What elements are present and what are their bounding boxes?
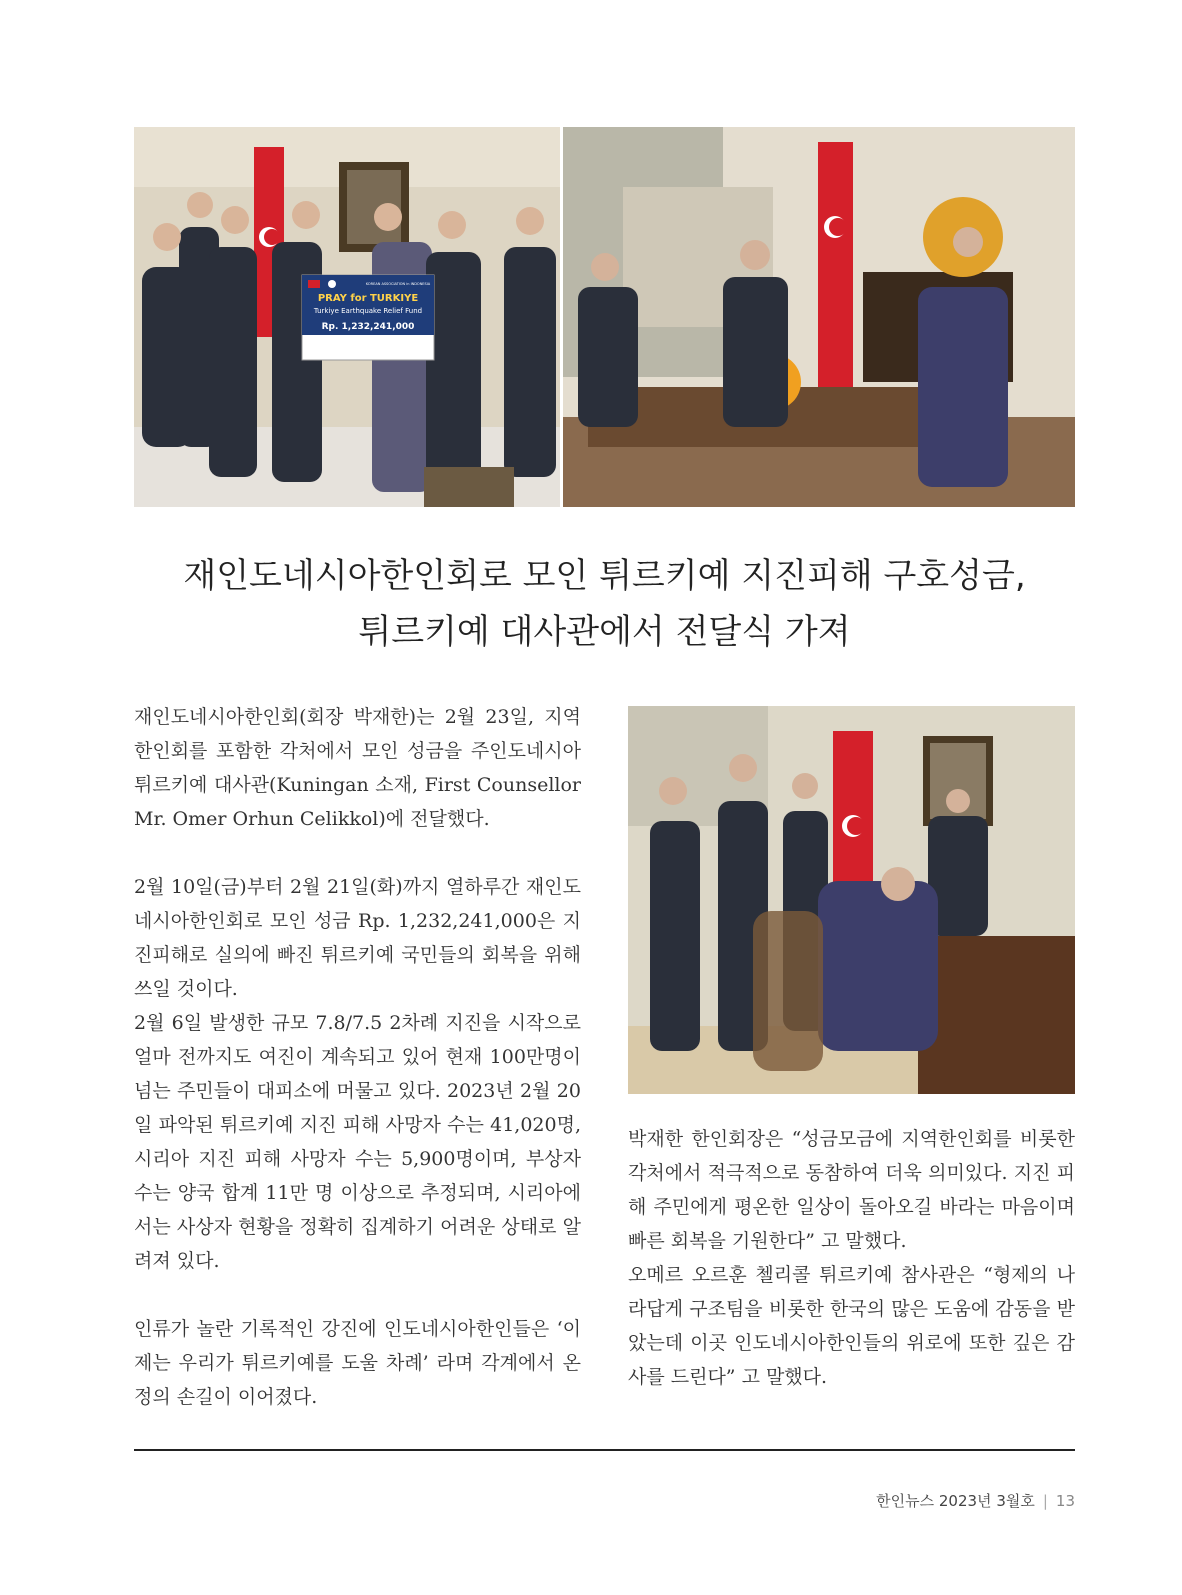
paragraph: 오메르 오르훈 첼리콜 튀르키예 참사관은 “형제의 나라답게 구조팀을 비롯한 한국의 많은 도움에 감동을 받았는데 이곳 인도네시아한인들의 위로에 또한 깊은 감사를 드린다” 고 말했다. <box>628 1264 1075 1388</box>
donation-banner <box>302 275 434 360</box>
page-number: 13 <box>1055 1492 1075 1510</box>
footer-divider <box>134 1449 1075 1451</box>
publication-name: 한인뉴스 2023년 3월호 <box>876 1492 1035 1510</box>
banner-amount-text: Rp. 1,232,241,000 <box>321 322 415 332</box>
photo-donation-ceremony-image <box>134 127 560 507</box>
article-headline <box>134 548 1075 660</box>
footer-separator: | <box>1042 1492 1048 1510</box>
turkish-flag <box>818 142 853 397</box>
paragraph: 2월 6일 발생한 규모 7.8/7.5 2차례 지진을 시작으로 얼마 전까지도 여진이 계속되고 있어 현재 100만명이 넘는 주민들이 대피소에 머물고 있다. 2023년 2월 20일 파악된 튀르키예 지진 피해 사망자 수는 41,020명, 시리아 지진 피해 사망자 수는 5,900명이며, 부상자 수는 양국 합계 11만 명 이상으로 추정되며, 시리아에서는 사상자 현황을 정확히 집계하기 어려운 상태로 알려져 있다. <box>134 1012 581 1272</box>
banner-title-text: PRAY for TURKIYE <box>317 293 419 304</box>
photo-guestbook-signing <box>628 706 1075 1094</box>
photo-embassy-meeting-image <box>563 127 1075 507</box>
article-column-left <box>134 700 581 1414</box>
photo-guestbook-signing-image <box>628 706 1075 1094</box>
paragraph: 재인도네시아한인회(회장 박재한)는 2월 23일, 지역한인회를 포함한 각처에서 모인 성금을 주인도네시아튀르키예 대사관(Kuningan 소재, First Counsellor Mr. Omer Orhun Celikkol)에 전달했다. <box>134 706 581 830</box>
headline-line-1: 재인도네시아한인회로 모인 튀르키예 지진피해 구호성금, <box>183 556 1026 596</box>
banner-subtitle-text: Turkiye Earthquake Relief Fund <box>313 307 423 315</box>
paragraph: 박재한 한인회장은 “성금모금에 지역한인회를 비롯한 각처에서 적극적으로 동참하여 더욱 의미있다. 지진 피해 주민에게 평온한 일상이 돌아오길 바라는 마음이며 빠른 회복을 기원한다” 고 말했다. <box>628 1128 1075 1252</box>
banner-org-text: KOREAN ASSOCIATION in INDONESIA <box>365 282 431 286</box>
paragraph: 2월 10일(금)부터 2월 21일(화)까지 열하루간 재인도네시아한인회로 모인 성금 Rp. 1,232,241,000은 지진피해로 실의에 빠진 튀르키예 국민들의 회복을 위해 쓰일 것이다. <box>134 876 581 1000</box>
headline-line-2: 튀르키예 대사관에서 전달식 가져 <box>358 612 851 652</box>
paragraph: 인류가 놀란 기록적인 강진에 인도네시아한인들은 ‘이제는 우리가 튀르키예를 도울 차례’ 라며 각계에서 온정의 손길이 이어졌다. <box>134 1318 581 1408</box>
article-column-right <box>628 1122 1075 1394</box>
photo-embassy-meeting <box>563 127 1075 507</box>
photo-donation-ceremony <box>134 127 560 507</box>
page-footer <box>876 1490 1075 1511</box>
